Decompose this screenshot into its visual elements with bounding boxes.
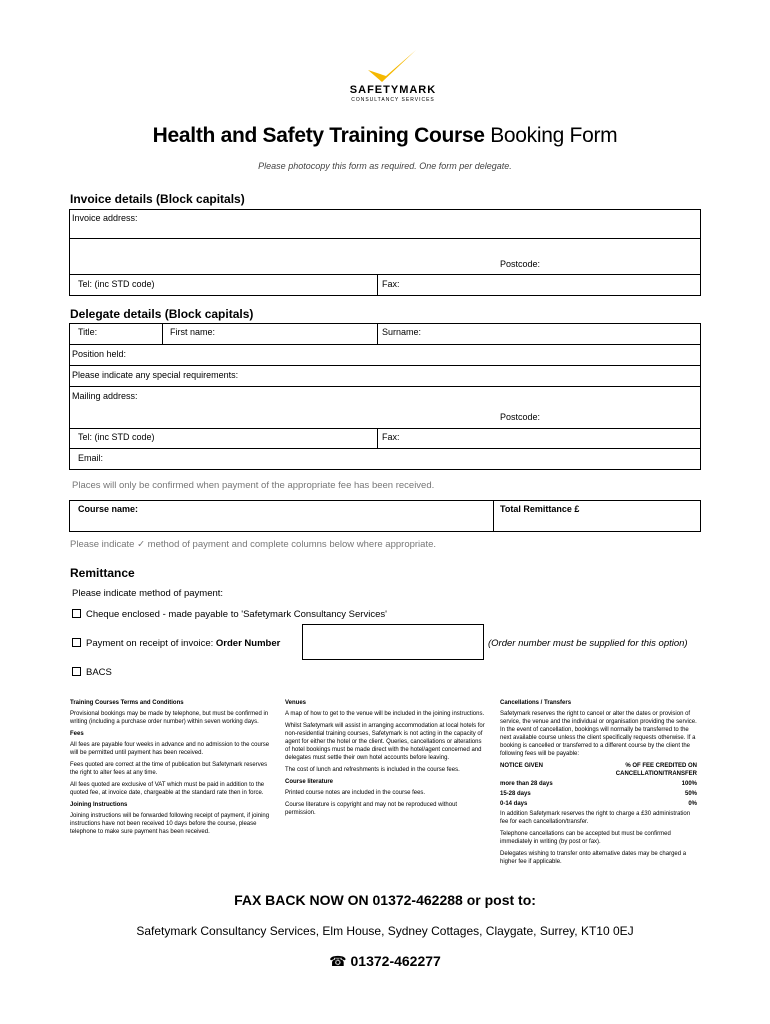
fee-row: 0-14 days 0% [500,801,697,807]
delegate-box [69,323,701,470]
fee-row: 15-28 days 50% [500,791,697,797]
logo-subtitle: CONSULTANCY SERVICES [351,97,435,103]
fee-row: more than 28 days 100% [500,781,697,787]
delegate-position-field[interactable]: Position held: [72,349,127,359]
invoice-payment-option[interactable]: Payment on receipt of invoice: Order Number [72,638,280,649]
fax-back-heading: FAX BACK NOW ON 01372-462288 or post to: [234,892,536,908]
cheque-option[interactable]: Cheque enclosed - made payable to 'Safetymark Consultancy Services' [72,609,387,620]
invoice-payment-checkbox[interactable] [72,638,81,647]
order-number-input[interactable] [302,624,484,660]
invoice-postcode-field[interactable]: Postcode: [500,259,541,269]
indicate-note: Please indicate ✓ method of payment and complete columns below where appropriate. [70,539,437,550]
payment-method-label: Please indicate method of payment: [72,588,224,599]
delegate-special-requirements-field[interactable]: Please indicate any special requirements: [72,370,239,380]
invoice-address-field[interactable]: Invoice address: [72,213,138,223]
postal-address: Safetymark Consultancy Services, Elm House, Sydney Cottages, Claygate, Surrey, KT10 0EJ [136,924,634,938]
course-name-field[interactable]: Course name: [78,504,139,514]
venues-column: Venues A map of how to get to the venue will be included in the joining instructions. Whilst Safetymark will assist in arranging accommodation at local hotels for non-residential training courses, Safetymark is not acting in the capacity of agent for either the hotel or the client. Queries, cancellations or alterations of hotel bookings must be made direct with the hotel/agent concerned and delegates must settle their own hotel accounts before leaving. The cost of lunch and refreshments is included in the course fees. Course literature Printed course notes are included in the course fees. Course literature is copyright and may not be reproduced without permission. [285,700,485,816]
phone-icon: ☎ [329,953,347,969]
delegate-title-field[interactable]: Title: [78,327,98,337]
page-title: Health and Safety Training Course Booking Form [152,124,618,147]
delegate-fax-field[interactable]: Fax: [382,432,400,442]
delegate-mailing-address-field[interactable]: Mailing address: [72,391,138,401]
remittance-heading: Remittance [70,566,135,580]
fee-table-header: NOTICE GIVEN % OF FEE CREDITED ON CANCELLATION/TRANSFER [500,763,697,777]
course-box [69,500,701,532]
phone-number[interactable]: 01372-462277 [350,953,441,969]
invoice-tel-field[interactable]: Tel: (inc STD code) [78,279,155,289]
delegate-first-name-field[interactable]: First name: [170,327,216,337]
places-note: Places will only be confirmed when payment of the appropriate fee has been received. [72,480,435,491]
total-remittance-field[interactable]: Total Remittance £ [500,504,580,514]
delegate-tel-field[interactable]: Tel: (inc STD code) [78,432,155,442]
invoice-box [69,209,701,296]
cheque-checkbox[interactable] [72,609,81,618]
bacs-option[interactable]: BACS [72,667,112,678]
page-subtitle: Please photocopy this form as required. One form per delegate. [258,161,512,171]
terms-column: Training Courses Terms and Conditions Provisional bookings may be made by telephone, but must be confirmed in writing (including a purchase order number) within seven working days. Fees All fees are payable four weeks in advance and no admission to the course will be permitted until payment has been received. Fees quoted are correct at the time of publication but Safetymark reserves the right to alter fees at any time. All fees quoted are exclusive of VAT which must be paid in addition to the quoted fee, at invoice date, chargeable at the standard rate then in force. Joining Instructions Joining instructions will be forwarded following receipt of payment, if joining instructions have not been received 10 days before the course, please telephone to make sure payment has been received. [70,700,270,835]
cancellations-column: Cancellations / Transfers Safetymark reserves the right to cancel or alter the dates or provision of service, the venue and the individual or organisation providing the service. In the event of cancellation, bookings will normally be transferred to the next available course unless the client specifically requests otherwise. If a booking is cancelled or transferred to a different course by the client the following fees will be payable: NOTICE GIVEN % OF FEE CREDITED ON CANCELLATION/TRANSFER more than 28 days 100% 15-28 days 50% 0-14 days 0% In addition Safetymark reserves the right to charge a £30 administration fee for each cancellation/transfer. Telephone cancellations can be accepted but must be confirmed immediately in writing (by post or fax). Delegates wishing to transfer onto alternative dates may be charged a higher fee if applicable. [500,700,697,865]
invoice-heading: Invoice details (Block capitals) [70,192,245,206]
delegate-email-field[interactable]: Email: [78,453,104,463]
delegate-heading: Delegate details (Block capitals) [70,307,254,321]
check-icon [338,48,448,88]
delegate-surname-field[interactable]: Surname: [382,327,422,337]
logo-name: SAFETYMARK [349,84,437,96]
invoice-fax-field[interactable]: Fax: [382,279,400,289]
bacs-checkbox[interactable] [72,667,81,676]
delegate-postcode-field[interactable]: Postcode: [500,412,541,422]
phone-line [0,953,770,970]
safetymark-logo [338,48,448,106]
order-number-note: (Order number must be supplied for this option) [488,638,688,649]
